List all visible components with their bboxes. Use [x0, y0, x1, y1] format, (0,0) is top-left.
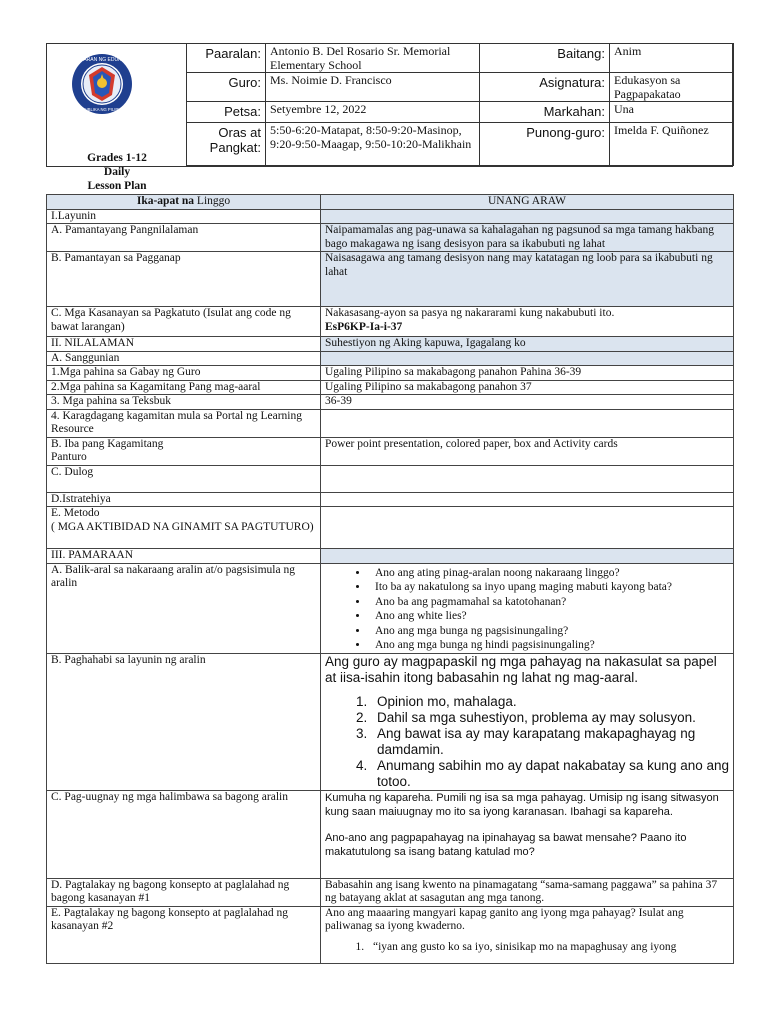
- list-item: • Ito ba ay nakatulong sa inyo upang maging mabuti kayong bata?: [369, 580, 729, 595]
- kasanayan-value: Nakasasang-ayon sa pasya ng nakararami kung nakabubuti ito.: [325, 307, 615, 319]
- pamaraan-label: III. PAMARAAN: [47, 549, 321, 564]
- list-item: 4. Anumang sabihin mo ay dapat nakabatay sa kung ano ang totoo.: [371, 758, 729, 790]
- table-row: [47, 252, 734, 307]
- punong-label: Punong-guro:: [526, 125, 605, 140]
- iba-label-2: Panturo: [51, 451, 87, 463]
- list-item: • Ano ba ang pagmamahal sa katotohanan?: [369, 595, 729, 610]
- table-row: [47, 507, 734, 549]
- metodo-label: E. Metodo: [51, 507, 100, 519]
- balik-label: A. Balik-aral sa nakaraang aralin at/o pagsisimula ng aralin: [47, 563, 321, 653]
- pamantayang-label: A. Pamantayang Pangnilalaman: [47, 224, 321, 252]
- grade-block: [61, 151, 173, 193]
- punong-value: Imelda F. Quiñonez: [610, 123, 734, 166]
- e-label: E. Pagtalakay ng bagong konsepto at paglalahad ng kasanayan #2: [47, 906, 321, 963]
- paaralan-value: Antonio B. Del Rosario Sr. Memorial Elementary School: [266, 44, 480, 73]
- iba-label-1: B. Iba pang Kagamitang: [51, 437, 164, 450]
- paghahabi-intro: Ang guro ay magpapaskil ng mga pahayag na nakasulat sa papel at iisa-isahin itong babasahin ng lahat ng mag-aaral.: [325, 653, 717, 685]
- d-value: Babasahin ang isang kwento na pinamagatang “sama-samang paggawa” sa pahina 37 ng batayang aklat at sasagutan ang mga tanong.: [321, 878, 734, 906]
- petsa-value: Setyembre 12, 2022: [266, 102, 480, 123]
- portal-value: [321, 409, 734, 437]
- deped-seal-icon: [65, 53, 139, 115]
- kasanayan-code: EsP6KP-Ia-i-37: [325, 320, 403, 333]
- kagamitan-label: 2.Mga pahina sa Kagamitang Pang mag-aaral: [47, 380, 321, 395]
- table-row: [47, 653, 734, 790]
- list-item: • Ano ang mga bunga ng pagsisinungaling?: [369, 624, 729, 639]
- iba-value: Power point presentation, colored paper, box and Activity cards: [321, 437, 734, 465]
- list-item: • Ano ang mga bunga ng hindi pagsisinungaling?: [369, 638, 729, 653]
- paaralan-label: Paaralan:: [205, 46, 261, 61]
- oras-value: 5:50-6:20-Matapat, 8:50-9:20-Masinop, 9:20-9:50-Maagap, 9:50-10:20-Malikhain: [266, 123, 480, 166]
- list-item: 1. “iyan ang gusto ko sa iyo, sinisikap mo na mapaghusay ang iyong: [367, 940, 729, 954]
- teksbuk-label: 3. Mga pahina sa Teksbuk: [47, 395, 321, 410]
- metodo-sub: ( MGA AKTIBIDAD NA GINAMIT SA PAGTUTURO): [51, 520, 314, 533]
- grade-line-1: Grades 1-12: [87, 152, 147, 164]
- table-row: [47, 351, 734, 366]
- baitang-label: Baitang:: [557, 46, 605, 61]
- pamantayang-value: Naipamamalas ang pag-unawa sa kahalagahan ng pagsunod sa mga tamang hakbang bago makagawa ng isang desisyon para sa ikabubuti ng lahat: [321, 224, 734, 252]
- guro-value: Ms. Noimie D. Francisco: [266, 73, 480, 102]
- kagamitan-value: Ugaling Pilipino sa makabagong panahon 37: [321, 380, 734, 395]
- kasanayan-label: C. Mga Kasanayan sa Pagkatuto (Isulat ang code ng bawat larangan): [47, 307, 321, 337]
- oras-label: Oras at Pangkat:: [209, 125, 261, 155]
- asignatura-value: Edukasyon sa Pagpapakatao: [610, 73, 734, 102]
- grade-line-3: Lesson Plan: [87, 180, 147, 192]
- guro-label: Guro:: [228, 75, 261, 90]
- table-row: [47, 380, 734, 395]
- asignatura-label: Asignatura:: [539, 75, 605, 90]
- petsa-label: Petsa:: [224, 104, 261, 119]
- table-row: [47, 790, 734, 878]
- day-label: UNANG ARAW: [321, 195, 734, 210]
- pamantayan-label: B. Pamantayan sa Pagganap: [47, 252, 321, 307]
- table-row: [47, 224, 734, 252]
- lesson-table: [46, 194, 734, 964]
- table-row: [47, 307, 734, 337]
- week-label-rest: Linggo: [194, 195, 231, 207]
- sanggunian-label: A. Sanggunian: [47, 351, 321, 366]
- pag-uugnay-p1: Kumuha ng kapareha. Pumili ng isa sa mga pahayag. Umisip ng isang sitwasyon kung saan maiuugnay mo ito sa iyong karanasan. Ibahagi sa kapareha.: [325, 791, 719, 818]
- portal-label: 4. Karagdagang kagamitan mula sa Portal ng Learning Resource: [47, 409, 321, 437]
- svg-text:REPUBLIKA NG PILIPINAS: REPUBLIKA NG PILIPINAS: [76, 107, 128, 112]
- list-item: 3. Ang bawat isa ay may karapatang makapaghayag ng damdamin.: [371, 726, 729, 758]
- teksbuk-value: 36-39: [321, 395, 734, 410]
- table-row: [47, 906, 734, 963]
- table-row: [47, 395, 734, 410]
- istratehiya-label: D.Istratehiya: [47, 492, 321, 507]
- list-item: 2. Dahil sa mga suhestiyon, problema ay may solusyon.: [371, 710, 729, 726]
- pamantayan-value: Naisasagawa ang tamang desisyon nang may katatagan ng loob para sa ikabubuti ng lahat: [321, 252, 734, 307]
- markahan-label: Markahan:: [543, 104, 605, 119]
- e-list: [325, 940, 729, 954]
- list-item: 1. Opinion mo, mahalaga.: [371, 694, 729, 710]
- gabay-value: Ugaling Pilipino sa makabagong panahon Pahina 36-39: [321, 366, 734, 381]
- pag-uugnay-p2: Ano-ano ang pagpapahayag na ipinahayag sa bawat mensahe? Paano ito makatutulong sa isang batang katulad mo?: [325, 831, 687, 858]
- paghahabi-list: [325, 694, 729, 790]
- table-row: [47, 337, 734, 352]
- baitang-value: Anim: [610, 44, 734, 73]
- table-row: [47, 563, 734, 653]
- gabay-label: 1.Mga pahina sa Gabay ng Guro: [47, 366, 321, 381]
- e-value: Ano ang maaaring mangyari kapag ganito ang iyong mga pahayag? Isulat ang paliwanag sa iyong kwaderno.: [325, 906, 684, 932]
- table-header-row: [47, 195, 734, 210]
- list-item: • Ano ang ating pinag-aralan noong nakaraang linggo?: [369, 566, 729, 581]
- table-row: [47, 209, 734, 224]
- header-info-table: [186, 43, 734, 166]
- table-row: [47, 878, 734, 906]
- grade-line-2: Daily: [103, 166, 131, 178]
- markahan-value: Una: [610, 102, 734, 123]
- week-label-bold: Ika-apat na: [136, 195, 195, 207]
- table-row: [47, 549, 734, 564]
- balik-list: [325, 566, 729, 653]
- table-row: [47, 409, 734, 437]
- dulog-label: C. Dulog: [47, 465, 321, 492]
- layunin-label: I.Layunin: [47, 209, 321, 224]
- table-row: [47, 366, 734, 381]
- table-row: [47, 437, 734, 465]
- table-row: [47, 465, 734, 492]
- pag-uugnay-label: C. Pag-uugnay ng mga halimbawa sa bagong aralin: [47, 790, 321, 878]
- table-row: [47, 492, 734, 507]
- nilalaman-label: II. NILALAMAN: [47, 337, 321, 352]
- svg-text:KAGAWARAN NG EDUKASYON: KAGAWARAN NG EDUKASYON: [65, 57, 139, 63]
- paghahabi-label: B. Paghahabi sa layunin ng aralin: [47, 653, 321, 790]
- nilalaman-value: Suhestiyon ng Aking kapuwa, Igagalang ko: [321, 337, 734, 352]
- d-label: D. Pagtalakay ng bagong konsepto at paglalahad ng bagong kasanayan #1: [47, 878, 321, 906]
- list-item: • Ano ang white lies?: [369, 609, 729, 624]
